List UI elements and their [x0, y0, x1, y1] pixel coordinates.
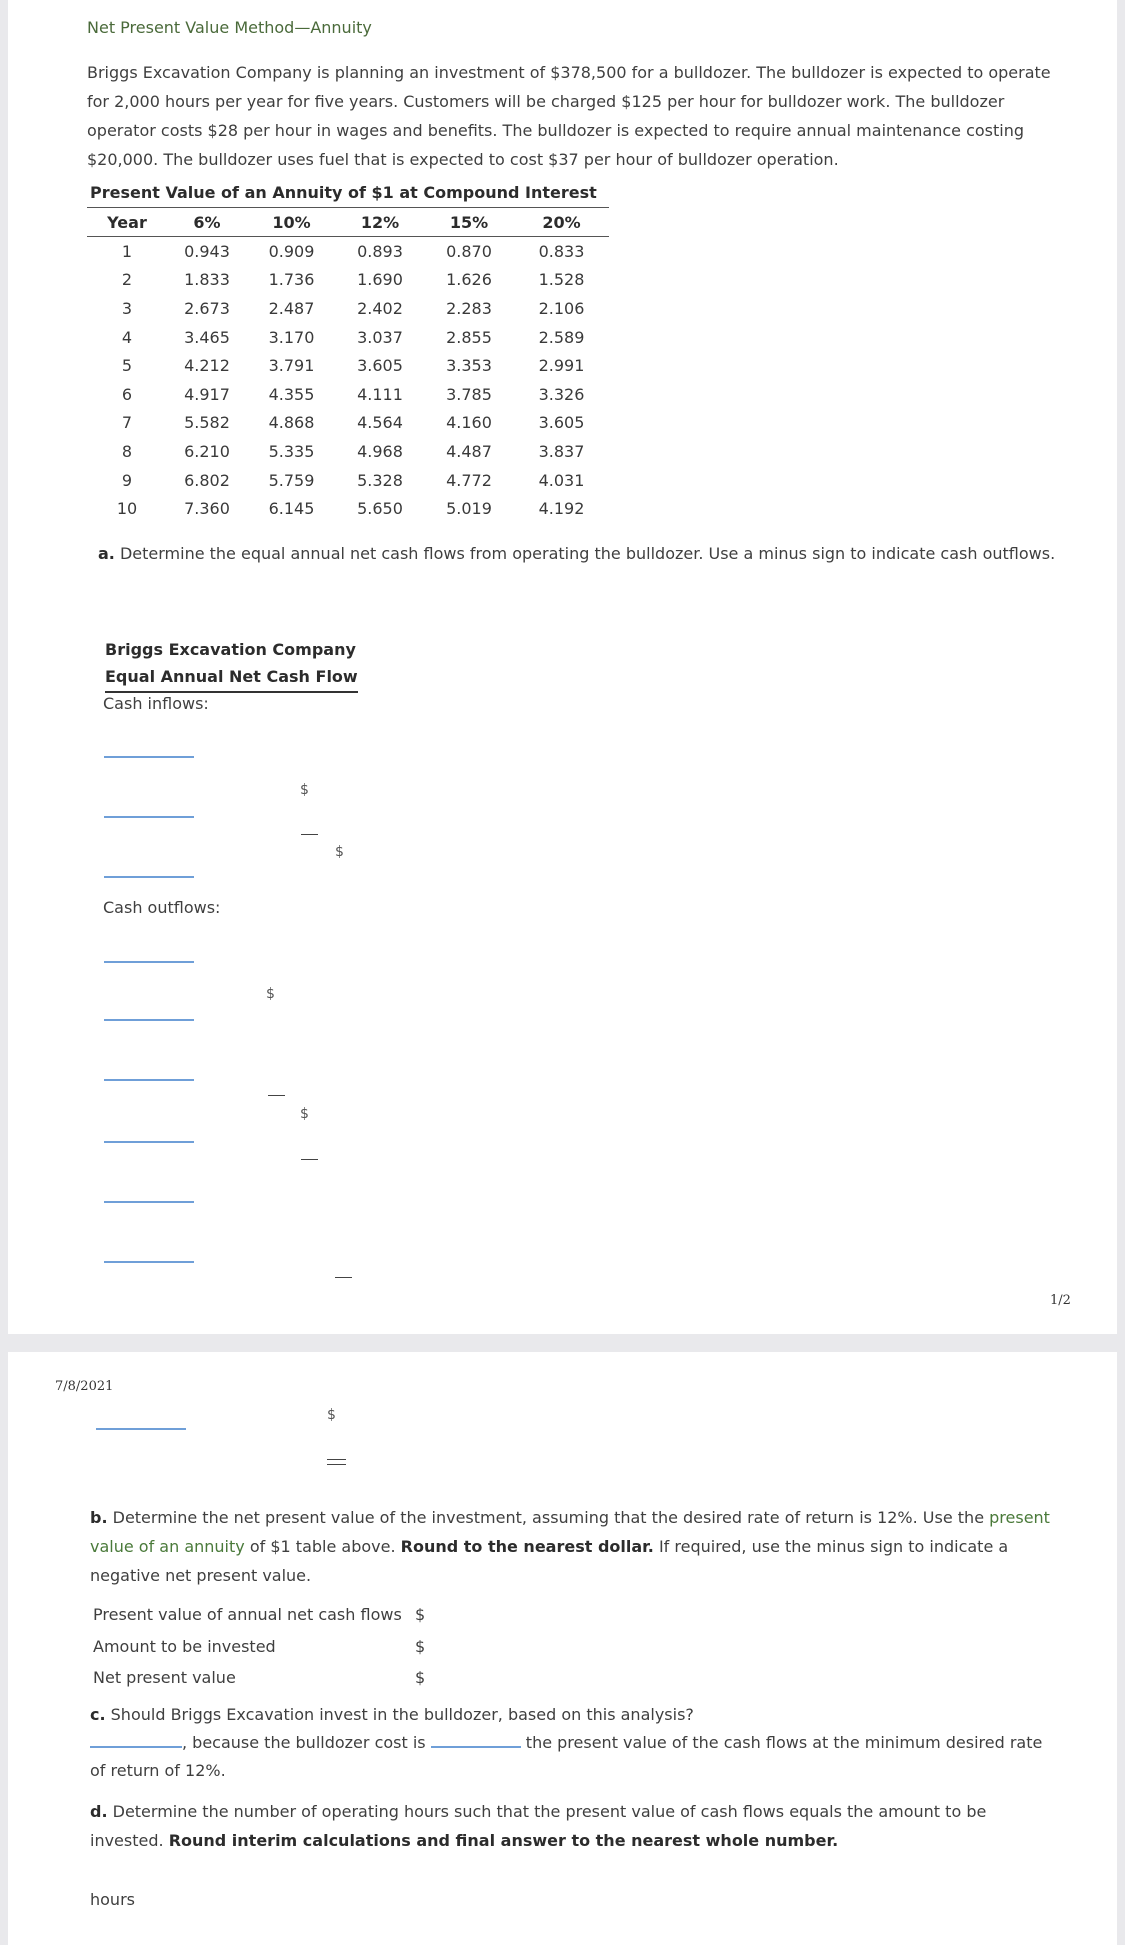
factor-cell: 0.870 [446, 241, 492, 261]
part-b-text-1: Determine the net present value of the investment, assuming that the desired rate of return is 12%. Use the [107, 1508, 990, 1527]
page-2 [8, 1352, 1117, 1945]
factor-cell: 2.589 [538, 327, 585, 347]
factor-cell: 4.564 [357, 413, 403, 433]
inflow-line-2-input[interactable] [104, 816, 194, 818]
factor-cell: 5.759 [268, 470, 315, 490]
npv-row-invest-currency: $ [415, 1637, 426, 1656]
outflow-line-6-input[interactable] [104, 1261, 194, 1263]
factor-cell: 5.019 [446, 499, 492, 519]
factor-cell: 3.326 [538, 384, 585, 404]
table-row [87, 351, 609, 380]
factor-cell: 1.833 [184, 270, 230, 290]
print-date: 7/8/2021 [55, 1379, 114, 1394]
table-row [87, 409, 609, 438]
inflow-line-1-input[interactable] [104, 756, 194, 758]
outflow-line-4-input[interactable] [104, 1141, 194, 1143]
year-cell: 7 [121, 413, 133, 433]
factor-cell: 3.353 [446, 356, 492, 376]
pv-annuity-table [87, 207, 609, 523]
company-name: Briggs Excavation Company [105, 640, 356, 659]
year-cell: 6 [121, 384, 133, 404]
factor-cell: 2.991 [538, 356, 585, 376]
table-row [87, 437, 609, 466]
part-b-letter: b. [90, 1508, 108, 1527]
page-number: 1/2 [1050, 1293, 1071, 1308]
factor-cell: 0.943 [184, 241, 230, 261]
cash-outflows-label: Cash outflows: [103, 898, 221, 917]
factor-cell: 5.650 [357, 499, 403, 519]
factor-cell: 4.917 [184, 384, 230, 404]
year-cell: 4 [121, 327, 133, 347]
factor-cell: 4.160 [446, 413, 492, 433]
part-a-text: Determine the equal annual net cash flows from operating the bulldozer. Use a minus sign to indicate cash outflows. [114, 544, 1056, 563]
year-cell: 3 [121, 298, 133, 318]
outflow-line-3-input[interactable] [104, 1079, 194, 1081]
factor-cell: 3.837 [538, 441, 585, 461]
table-row [87, 294, 609, 323]
part-d-rounding: Round interim calculations and final answer to the nearest whole number. [168, 1831, 839, 1850]
year-cell: 1 [121, 241, 133, 261]
npv-row-pv-currency: $ [415, 1605, 426, 1624]
table-row [87, 323, 609, 352]
part-a-letter: a. [98, 544, 115, 563]
table-header-cell: 10% [247, 208, 336, 237]
factor-cell: 4.868 [268, 413, 315, 433]
outflow-subtract-rule [268, 1095, 285, 1096]
part-c-text-2: the present value of the cash flows at the minimum desired rate [520, 1733, 1043, 1752]
part-d-letter: d. [90, 1802, 108, 1821]
part-d-question [90, 1797, 1050, 1855]
factor-cell: 5.335 [268, 441, 315, 461]
statement-heading [105, 636, 358, 693]
year-cell: 2 [121, 270, 133, 290]
net-present-value-input[interactable] [428, 1664, 508, 1686]
part-a-question [98, 539, 1058, 568]
operating-hours-input[interactable] [90, 1852, 180, 1874]
factor-cell: 3.791 [268, 356, 315, 376]
factor-cell: 4.355 [268, 384, 315, 404]
table-row [87, 266, 609, 295]
part-b-text-3: If required, use the minus sign to indicate a negative net present value. [90, 1537, 1009, 1585]
outflow-total-rule [301, 1159, 318, 1160]
factor-cell: 3.785 [446, 384, 492, 404]
table-header-cell: 20% [514, 208, 609, 237]
pv-table-caption: Present Value of an Annuity of $1 at Compound Interest [90, 183, 597, 202]
pv-annual-cash-flows-input[interactable] [428, 1601, 508, 1623]
year-cell: 8 [121, 441, 133, 461]
factor-cell: 5.328 [357, 470, 403, 490]
factor-cell: 4.772 [446, 470, 492, 490]
factor-cell: 4.192 [538, 499, 585, 519]
part-d-text: Determine the number of operating hours such that the present value of cash flows equals the amount to be invested. [90, 1802, 987, 1850]
outflow-line-1-input[interactable] [104, 961, 194, 963]
factor-cell: 2.487 [268, 298, 315, 318]
table-row [87, 237, 609, 266]
cost-comparison-select[interactable] [431, 1732, 521, 1748]
inflow-subtract-rule [301, 834, 318, 835]
npv-row-npv-currency: $ [415, 1668, 426, 1687]
factor-cell: 0.893 [357, 241, 403, 261]
factor-cell: 3.605 [357, 356, 403, 376]
factor-cell: 1.690 [357, 270, 403, 290]
problem-title: Net Present Value Method—Annuity [87, 18, 372, 37]
table-header-cell: 6% [167, 208, 247, 237]
table-header-row [87, 208, 609, 237]
factor-cell: 4.487 [446, 441, 492, 461]
table-row [87, 494, 609, 523]
factor-cell: 2.283 [446, 298, 492, 318]
factor-cell: 7.360 [184, 499, 230, 519]
outflow-line-5-input[interactable] [104, 1201, 194, 1203]
factor-cell: 4.212 [184, 356, 230, 376]
factor-cell: 3.605 [538, 413, 585, 433]
part-c-text-3: of return of 12%. [90, 1761, 226, 1780]
part-c-answer-line [90, 1728, 1080, 1757]
factor-cell: 3.170 [268, 327, 315, 347]
year-cell: 9 [121, 470, 133, 490]
npv-row-npv-label: Net present value [93, 1668, 236, 1687]
factor-cell: 4.111 [357, 384, 403, 404]
invest-decision-select[interactable] [90, 1732, 182, 1748]
amount-invested-input[interactable] [428, 1633, 508, 1655]
npv-row-pv-label: Present value of annual net cash flows [93, 1605, 402, 1624]
problem-intro: Briggs Excavation Company is planning an investment of $378,500 for a bulldozer. The bulldozer is expected to operate for 2,000 hours per year for five years. Customers will be charged $125 per hour for bulldozer work. The bulldozer operator costs $28 per hour in wages and benefits. The bulldozer is expected to require annual maintenance costing $20,000. The bulldozer uses fuel that is expected to cost $37 per hour of bulldozer operation. [87, 63, 1051, 169]
outflow-currency-2: $ [300, 1106, 309, 1122]
inflow-currency-1: $ [300, 782, 309, 798]
factor-cell: 1.528 [538, 270, 585, 290]
factor-cell: 2.402 [357, 298, 403, 318]
table-header-cell: Year [87, 208, 167, 237]
cash-inflows-label: Cash inflows: [103, 694, 209, 713]
part-b-rounding: Round to the nearest dollar. [400, 1537, 654, 1556]
hours-unit-label: hours [90, 1890, 135, 1909]
net-cash-flow-total-rule [327, 1459, 346, 1465]
factor-cell: 2.673 [184, 298, 230, 318]
factor-cell: 2.855 [446, 327, 492, 347]
pv-annuity-link[interactable]: present value of an annuity [90, 1508, 1050, 1556]
factor-cell: 5.582 [184, 413, 230, 433]
part-c-text-1: , because the bulldozer cost is [182, 1733, 431, 1752]
factor-cell: 1.736 [268, 270, 315, 290]
table-row [87, 380, 609, 409]
page-1 [8, 0, 1117, 1334]
part-c-text: Should Briggs Excavation invest in the bulldozer, based on this analysis? [105, 1705, 694, 1724]
outflow-currency-1: $ [266, 986, 275, 1002]
factor-cell: 6.145 [268, 499, 315, 519]
factor-cell: 6.210 [184, 441, 230, 461]
table-header-cell: 12% [336, 208, 424, 237]
statement-title: Equal Annual Net Cash Flow [105, 663, 358, 693]
net-cash-flow-currency: $ [327, 1407, 336, 1423]
factor-cell: 4.968 [357, 441, 403, 461]
net-cash-flow-input[interactable] [96, 1428, 186, 1430]
factor-cell: 0.909 [268, 241, 315, 261]
factor-cell: 1.626 [446, 270, 492, 290]
table-row [87, 466, 609, 495]
part-c-letter: c. [90, 1705, 106, 1724]
part-b-question [90, 1503, 1050, 1590]
table-header-cell: 15% [424, 208, 514, 237]
outflow-line-2-input[interactable] [104, 1019, 194, 1021]
year-cell: 10 [116, 499, 138, 519]
factor-cell: 4.031 [538, 470, 585, 490]
year-cell: 5 [121, 356, 133, 376]
part-b-text-2: of $1 table above. [244, 1537, 401, 1556]
inflow-line-3-input[interactable] [104, 876, 194, 878]
factor-cell: 2.106 [538, 298, 585, 318]
inflow-total-currency: $ [335, 844, 344, 860]
factor-cell: 3.037 [357, 327, 403, 347]
factor-cell: 0.833 [538, 241, 585, 261]
factor-cell: 3.465 [184, 327, 230, 347]
net-subtotal-rule [335, 1277, 352, 1278]
npv-row-invest-label: Amount to be invested [93, 1637, 276, 1656]
part-c-question [90, 1700, 1070, 1729]
factor-cell: 6.802 [184, 470, 230, 490]
